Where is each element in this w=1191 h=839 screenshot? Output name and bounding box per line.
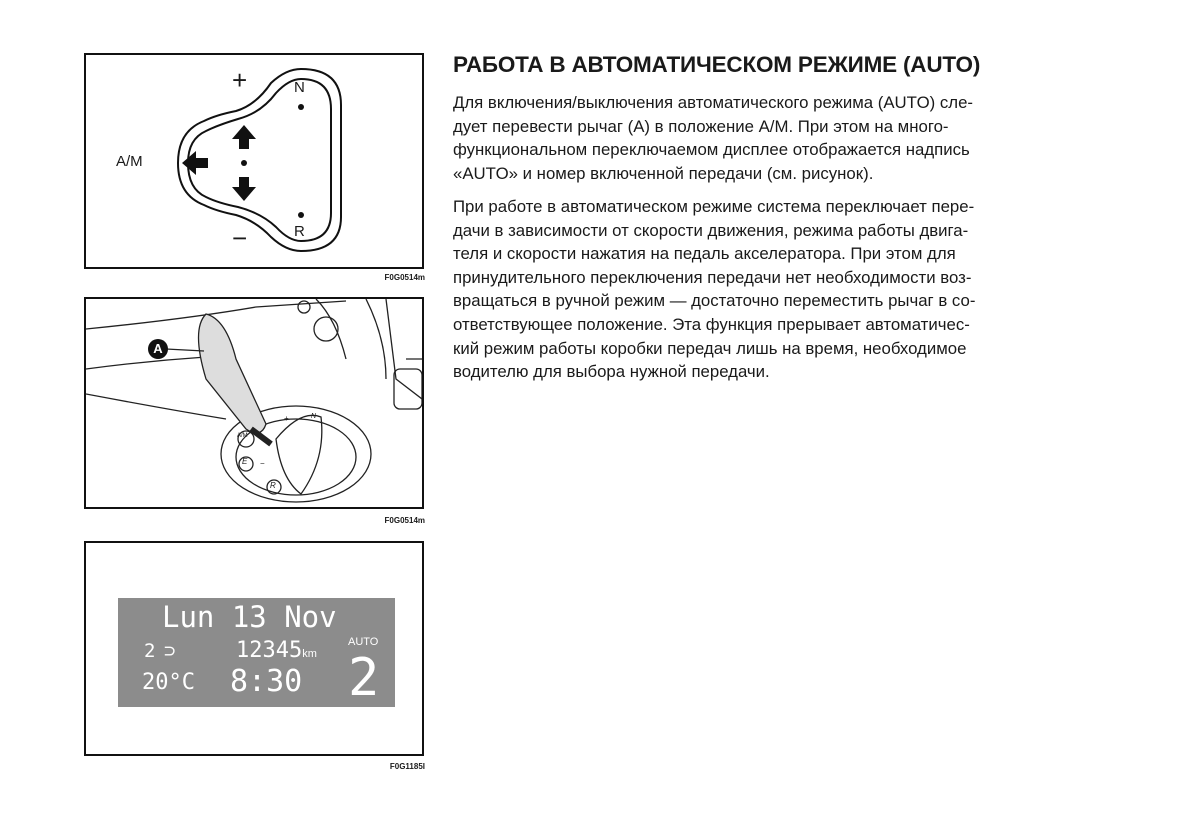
text-line: дачи в зависимости от скорости движения, режима работы двига- [453,220,969,240]
neutral-label: N [311,413,317,420]
plus-label: + [232,65,248,95]
text-line: При работе в автоматическом режиме система переключает пере- [453,197,975,216]
economy-label: E [242,457,248,466]
text-line: принудительного переключения передачи нет необходимости воз- [453,267,972,287]
neutral-label: N [294,79,305,96]
arrow-left-icon [182,151,208,175]
text-line: теля и скорости нажатия на педаль акселератора. При этом для [453,244,956,264]
arrow-down-icon [232,177,256,201]
clock-time: 8:30 [230,664,303,699]
paragraph-1 [453,91,973,185]
text-line: дует перевести рычаг (А) в положение А/М. При этом на много- [453,116,949,136]
text-line: ответствующее положение. Эта функция прерывает автоматичес- [453,314,970,334]
auto-mode-indicator: AUTO [348,636,379,648]
figure-caption: F0G1185I [389,762,425,771]
gear-lever-illustration [84,297,424,509]
odometer: 12345km [236,638,317,663]
date-text: Lun 13 Nov [162,600,337,634]
minus-label: − [232,223,248,253]
auto-manual-label: A/M [116,153,143,170]
text-line: кий режим работы коробки передач лишь на время, необходимое [453,338,967,358]
section-heading: РАБОТА В АВТОМАТИЧЕСКОМ РЕЖИМЕ (AUTO) [453,52,981,77]
lever-drawing [86,299,422,507]
arrow-up-icon [232,125,256,149]
lcd-display [118,598,395,707]
figure-caption: F0G0514m [384,516,425,525]
reverse-label: R [294,223,305,240]
paragraph-2 [453,195,975,384]
text-line: «AUTO» и номер включенной передачи (см. рисунок). [453,163,874,183]
figure-caption: F0G0514m [384,273,425,282]
multifunction-display-figure [84,541,424,756]
text-line: функциональном переключаемом дисплее отображается надпись [453,140,970,160]
headlight-icon: ⊃ [164,640,176,662]
gear-gate-diagram [84,53,424,269]
headlight-level: 2 [144,640,156,662]
minus-label: − [260,459,265,468]
reverse-label: R [270,481,276,490]
text-line: водителю для выбора нужной передачи. [453,362,770,382]
current-gear: 2 [348,648,380,708]
text-line: вращаться в ручной режим — достаточно переместить рычаг в со- [453,291,976,311]
lever-label-a: A [148,339,168,359]
auto-manual-label: A/M [237,433,248,439]
plus-label: + [284,414,289,423]
text-line: Для включения/выключения автоматического режима (AUTO) сле- [453,93,974,112]
temperature: 20°C [142,670,195,695]
